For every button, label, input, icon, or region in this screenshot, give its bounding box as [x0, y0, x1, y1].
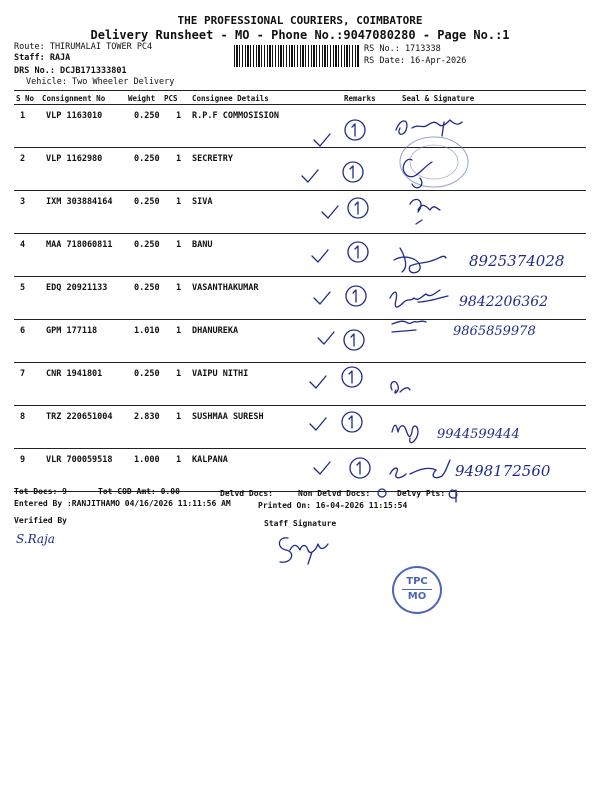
col-consignee: Consignee Details [192, 94, 269, 103]
route-text: Route: THIRUMALAI TOWER PC4 [14, 42, 153, 52]
total-cod-amount: Tot COD Amt: 0.00 [98, 487, 180, 496]
row-sno: 3 [20, 197, 26, 207]
verified-by-label: Verified By [14, 516, 67, 525]
entered-by: Entered By :RANJITHAMO 04/16/2026 11:11:56 AM [14, 499, 231, 508]
phone-number-8: 9944599444 [437, 427, 520, 442]
row-sno: 8 [20, 412, 26, 422]
row-consignment: MAA 718060811 [46, 240, 113, 250]
col-pcs: PCS [164, 94, 178, 103]
phone-number-6: 9865859978 [453, 324, 536, 339]
rs-date: RS Date: 16-Apr-2026 [364, 56, 467, 66]
row-sno: 7 [20, 369, 26, 379]
row-weight: 0.250 [134, 197, 160, 207]
row-pcs: 1 [176, 455, 182, 465]
tpc-mo-stamp [392, 566, 442, 614]
check-mark-icon [302, 170, 318, 182]
row-consignment: TRZ 220651004 [46, 412, 113, 422]
delivered-docs: Delvd Docs: [220, 489, 273, 498]
vehicle-text: Vehicle: Two Wheeler Delivery [26, 77, 175, 87]
row-pcs: 1 [176, 369, 182, 379]
row-consignment: IXM 303884164 [46, 197, 113, 207]
row-weight: 2.830 [134, 412, 160, 422]
staff-text: Staff: RAJA [14, 53, 71, 63]
stamp-line-2: MO [407, 591, 427, 602]
row-consignee: SIVA [192, 197, 213, 207]
phone-number-4: 8925374028 [469, 252, 565, 270]
row-pcs: 1 [176, 111, 182, 121]
row-consignment: CNR 1941801 [46, 369, 103, 379]
check-mark-icon [310, 418, 326, 430]
printed-on: Printed On: 16-04-2026 11:15:54 [258, 501, 408, 510]
barcode [234, 45, 360, 67]
delivery-points: Delvy Pts: [397, 489, 446, 498]
row-consignee: DHANUREKA [192, 326, 239, 336]
company-title: THE PROFESSIONAL COURIERS, COIMBATORE [177, 14, 423, 27]
staff-signature-label: Staff Signature [264, 519, 337, 528]
check-mark-icon [314, 462, 330, 474]
col-weight: Weight [128, 94, 156, 103]
stamp-line-1: TPC [402, 575, 432, 590]
row-consignee: SUSHMAA SURESH [192, 412, 264, 422]
row-sno: 5 [20, 283, 26, 293]
row-weight: 1.000 [134, 455, 160, 465]
col-consignment: Consignment No [42, 94, 106, 103]
phone-number-9: 9498172560 [455, 462, 551, 480]
row-sno: 1 [20, 111, 26, 121]
total-docs: Tot Docs: 9 [14, 487, 67, 496]
row-weight: 0.250 [134, 240, 160, 250]
row-weight: 0.250 [134, 154, 160, 164]
row-pcs: 1 [176, 412, 182, 422]
row-pcs: 1 [176, 154, 182, 164]
row-sno: 4 [20, 240, 26, 250]
row-consignee: BANU [192, 240, 213, 250]
row-consignee: VASANTHAKUMAR [192, 283, 259, 293]
row-consignee: KALPANA [192, 455, 228, 465]
row-consignee: R.P.F COMMOSISION [192, 111, 279, 121]
verifier-signature: S.Raja [16, 532, 55, 546]
row-weight: 0.250 [134, 111, 160, 121]
check-mark-icon [322, 206, 338, 218]
row-pcs: 1 [176, 283, 182, 293]
staff-signature [272, 530, 342, 570]
row-pcs: 1 [176, 240, 182, 250]
check-mark-icon [312, 250, 328, 262]
check-mark-icon [314, 134, 330, 146]
col-remarks: Remarks [344, 94, 376, 103]
phone-number-5: 9842206362 [459, 294, 549, 310]
row-weight: 0.250 [134, 369, 160, 379]
check-mark-icon [318, 332, 334, 344]
drs-text: DRS No.: DCJB171333801 [14, 66, 127, 76]
row-pcs: 1 [176, 197, 182, 207]
row-consignee: VAIPU NITHI [192, 369, 249, 379]
row-pcs: 1 [176, 326, 182, 336]
row-consignment: EDQ 20921133 [46, 283, 108, 293]
remarks-handwriting [300, 110, 380, 490]
row-consignment: GPM 177118 [46, 326, 98, 336]
row-weight: 1.010 [134, 326, 160, 336]
row-weight: 0.250 [134, 283, 160, 293]
row-sno: 6 [20, 326, 26, 336]
col-seal: Seal & Signature [402, 94, 475, 103]
row-consignment: VLP 1163010 [46, 111, 103, 121]
row-consignment: VLR 700059518 [46, 455, 113, 465]
non-delivered-docs: Non Delvd Docs: [298, 489, 371, 498]
check-mark-icon [314, 292, 330, 304]
rs-number: RS No.: 1713338 [364, 44, 441, 54]
col-sno: S No [16, 94, 35, 103]
row-sno: 2 [20, 154, 26, 164]
check-mark-icon [310, 376, 326, 388]
row-consignment: VLP 1162980 [46, 154, 103, 164]
row-sno: 9 [20, 455, 26, 465]
table-header [14, 91, 586, 105]
runsheet-subtitle: Delivery Runsheet - MO - Phone No.:9047080280 - Page No.:1 [90, 28, 510, 42]
row-consignee: SECRETRY [192, 154, 233, 164]
